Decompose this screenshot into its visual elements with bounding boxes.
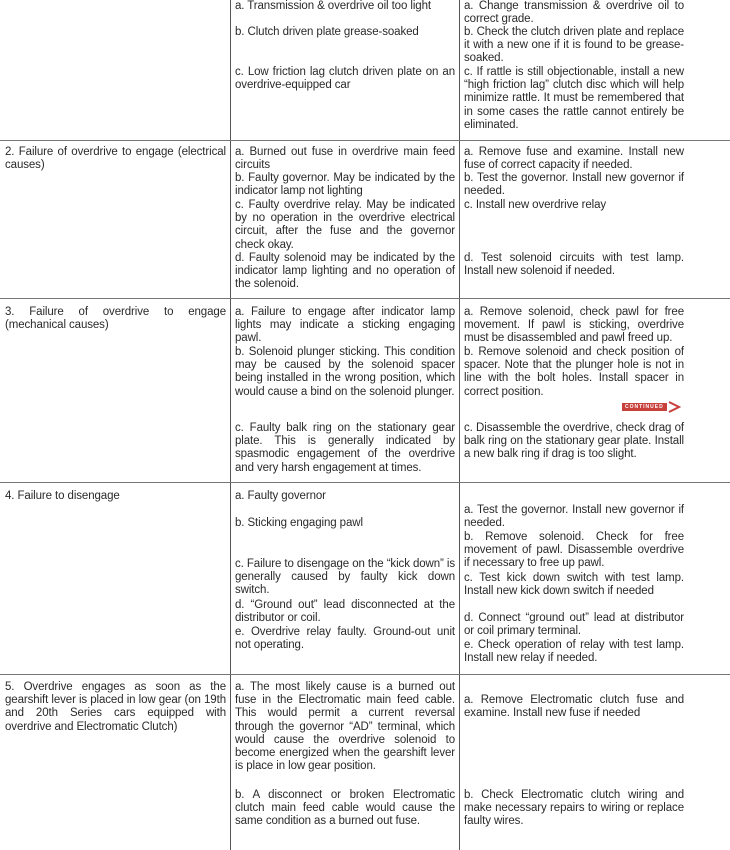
column-divider-right — [459, 0, 460, 850]
column-divider-left — [230, 0, 231, 850]
cause-text: d. “Ground out” lead disconnected at the distributor or coil. — [235, 599, 455, 625]
cause-text: b. Clutch driven plate grease-soaked — [235, 26, 419, 38]
cause-text: c. Low friction lag clutch driven plate on an overdrive-equipped car — [235, 66, 455, 92]
remedy-text: d. Test solenoid circuits with test lamp. Install new solenoid if needed. — [464, 252, 684, 278]
remedy-text: a. Test the governor. Install new governor if needed. — [464, 504, 684, 530]
problem-heading: 2. Failure of overdrive to engage (electrical causes) — [5, 146, 226, 172]
cause-text: c. Failure to disengage on the “kick down” is generally caused by faulty kick down switch. — [235, 558, 455, 597]
remedy-text: b. Remove solenoid. Check for free movement of pawl. Disassemble overdrive if necessary to free up pawl. — [464, 531, 684, 570]
problem-heading: 3. Failure of overdrive to engage (mechanical causes) — [5, 306, 226, 332]
remedy-text: e. Check operation of relay with test lamp. Install new relay if needed. — [464, 639, 684, 665]
cause-text: a. The most likely cause is a burned out fuse in the Electromatic main feed cable. This would permit a current reversal through the governor “AD” terminal, which would cause the overdrive solenoid to become energized when the gearshift lever is place in low gear position. — [235, 681, 455, 773]
cause-text: d. Faulty solenoid may be indicated by the indicator lamp lighting and no operation of the solenoid. — [235, 252, 455, 291]
remedy-text: d. Connect “ground out” lead at distributor or coil primary terminal. — [464, 612, 684, 638]
cause-text: b. Solenoid plunger sticking. This condition may be caused by the solenoid spacer being installed in the wrong position, which would cause a bind on the solenoid plunger. — [235, 346, 455, 398]
cause-text: c. Faulty balk ring on the stationary gear plate. This is generally indicated by spasmodic engagement of the overdrive and very harsh engagement at times. — [235, 422, 455, 474]
remedy-text: b. Check the clutch driven plate and replace it with a new one if it is found to be grease-soaked. — [464, 26, 684, 65]
cause-text: a. Faulty governor — [235, 490, 326, 502]
row-divider — [0, 674, 730, 675]
remedy-text: c. If rattle is still objectionable, install a new “high friction lag” clutch disc which will help minimize rattle. It must be remembered that in some cases the rattle cannot entirely be eliminated. — [464, 66, 684, 131]
cause-text: a. Failure to engage after indicator lamp lights may indicate a sticking engaging pawl. — [235, 306, 455, 345]
problem-heading: 4. Failure to disengage — [5, 490, 120, 502]
problem-heading: 5. Overdrive engages as soon as the gearshift lever is placed in low gear (on 19th and 20th Series cars equipped with overdrive and Electromatic Clutch) — [5, 681, 226, 733]
remedy-text: a. Remove Electromatic clutch fuse and examine. Install new fuse if needed — [464, 694, 684, 720]
remedy-text: c. Disassemble the overdrive, check drag of balk ring on the stationary gear plate. Install a new balk ring if drag is too slight. — [464, 422, 684, 461]
remedy-text: b. Test the governor. Install new governor if needed. — [464, 172, 684, 198]
cause-text: c. Faulty overdrive relay. May be indicated by no operation in the overdrive electrical circuit, after the fuse and the governor check okay. — [235, 199, 455, 251]
cause-text: b. Faulty governor. May be indicated by the indicator lamp not lighting — [235, 172, 455, 198]
cause-text: a. Transmission & overdrive oil too light — [235, 0, 431, 12]
remedy-text: a. Remove solenoid, check pawl for free movement. If pawl is sticking, overdrive must be disassembled and pawl freed up. — [464, 306, 684, 345]
cause-text: b. Sticking engaging pawl — [235, 517, 363, 529]
remedy-text: b. Remove solenoid and check position of spacer. Note that the plunger hole is not in line with the bolt holes. Install spacer in correct position. — [464, 346, 684, 398]
row-divider — [0, 140, 730, 141]
remedy-text: c. Test kick down switch with test lamp. Install new kick down switch if needed — [464, 572, 684, 598]
cause-text: e. Overdrive relay faulty. Ground-out unit not operating. — [235, 626, 455, 652]
remedy-text: a. Change transmission & overdrive oil to correct grade. — [464, 0, 684, 26]
remedy-text: c. Install new overdrive relay — [464, 199, 607, 211]
cause-text: b. A disconnect or broken Electromatic clutch main feed cable would cause the same condition as a burned out fuse. — [235, 789, 455, 828]
arrow-right-icon — [667, 400, 681, 414]
cause-text: a. Burned out fuse in overdrive main feed circuits — [235, 146, 455, 172]
continued-indicator — [622, 400, 681, 414]
row-divider — [0, 482, 730, 483]
row-divider — [0, 298, 730, 299]
continued-label: CONTINUED — [622, 403, 667, 411]
remedy-text: b. Check Electromatic clutch wiring and make necessary repairs to wiring or replace faulty wires. — [464, 789, 684, 828]
remedy-text: a. Remove fuse and examine. Install new fuse of correct capacity if needed. — [464, 146, 684, 172]
